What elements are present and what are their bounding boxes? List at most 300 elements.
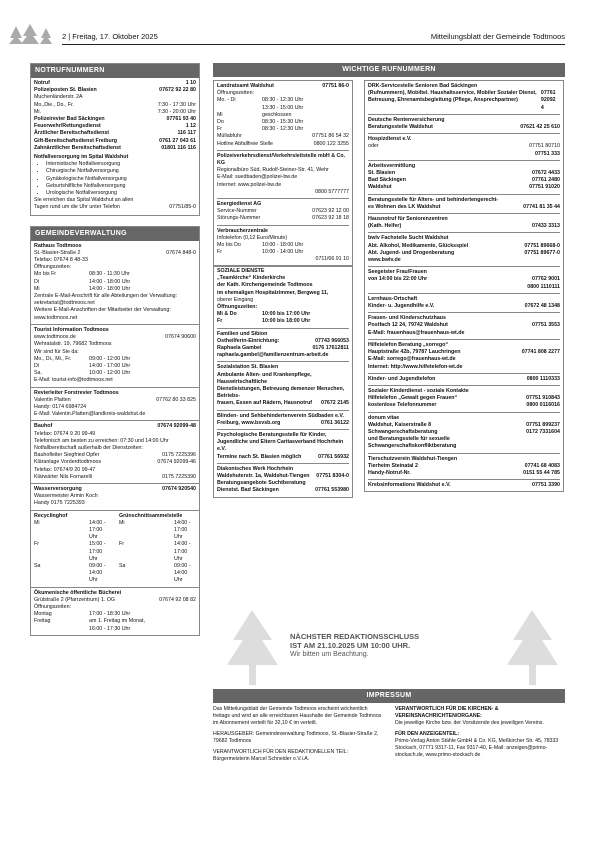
right-head: [368, 342, 560, 349]
hours-day: Mo bis Do: [217, 242, 241, 249]
row-label: Polizeiverkehrsdienst/Verkehrsleitstelle mbH & Co. KG: [217, 152, 346, 167]
row-label: Bauhofleiter Siegfried Opfer: [34, 452, 100, 459]
hours-time: 17:00 - 18:30 Uhr: [89, 611, 131, 618]
row-value: 07751 3390: [532, 482, 560, 489]
blinden-head: [217, 413, 349, 420]
hours-time: 08:30 - 15:30 Uhr: [262, 119, 304, 126]
row-label: Feuerwehr/Rettungsdienst: [34, 123, 101, 130]
right-entry: [368, 83, 560, 112]
gruenschnitt-hours: [119, 520, 196, 585]
row-label: (Kath. Helfer): [368, 223, 402, 230]
hours-time: 10:00 bis 17:00 Uhr: [262, 311, 311, 318]
right-head: [368, 235, 560, 242]
right-sub2: [368, 402, 560, 409]
row-value: 0800 122 3255: [313, 140, 349, 147]
row-label: Waldshuterstr. 1a, Waldshut-Tiengen: [217, 473, 310, 480]
right-sub4: Schwangerschaftskonfliktberatung: [368, 443, 457, 450]
right-head: [368, 197, 560, 204]
hours-time: geschlossen: [262, 111, 292, 118]
right-entry: [368, 479, 560, 489]
bauhof-fax: Telefax: 07674 9 20 99-49: [34, 430, 96, 437]
blinden-block: [217, 410, 349, 427]
hours-time: 10:00 - 12:00 Uhr: [89, 370, 131, 377]
notruf-row: [34, 130, 196, 137]
hours-time: 09:00 - 14:00 Uhr: [174, 562, 191, 584]
row-label: Tierschutzverein Waldshut-Tiengen: [368, 455, 458, 462]
row-value: 0761 27 043 61: [159, 137, 196, 144]
sozialstation-line: Ambulante Alten- und Krankenpflege, Hauswirtschaftliche: [217, 371, 312, 385]
soziale-block: [217, 268, 349, 326]
right-line: [368, 463, 560, 470]
hours-day: Mi: [34, 519, 40, 526]
row-label: Klärwärter Nils Fornarelli: [34, 473, 92, 480]
familie-line: raphaela.gambel@familienzentrum-arbeit.de: [217, 352, 329, 359]
psych-block: [217, 429, 349, 461]
spital-list: [34, 161, 196, 197]
impressum-right4: Primo-Verlag Anton Stähle GmbH & Co. KG, Meßkircher Str. 45, 78333 Stockach, 07771 9317-11, Fax 9317-40, E-Mail: anzeigen@primo-stockach.de, www.primo-stockach.de: [395, 738, 559, 758]
entry-line: E-Mail: suedbaden@polizei-bw.de: [217, 174, 298, 181]
row-label: Mi.: [34, 108, 42, 115]
right-phone2: [368, 284, 560, 291]
row-value: 07751 910843: [526, 395, 560, 402]
right-entry: [368, 453, 560, 478]
row-label: Blinden- und Sehbehindertenverein Südbaden e.V.: [217, 412, 344, 419]
entry-extra: [217, 189, 349, 196]
hours-row: [34, 520, 111, 542]
row-label: Postfach 12 24, 79742 Waldshut: [368, 322, 448, 329]
row-value: 07751 86-0: [322, 83, 349, 89]
row-value: 07672 92 22 80: [159, 87, 196, 94]
hours-time: 08:30 - 12:30 Uhr: [262, 126, 304, 133]
notruf-list: [31, 78, 199, 154]
hours-time: 10:00 - 14:00 Uhr: [262, 249, 304, 256]
revier-email: E-Mail: Valentin.Platten@landkreis-waldshut.de: [34, 411, 146, 418]
buecherei-name: Ökumenische öffentliche Bücherei: [34, 589, 122, 596]
row-label: Hilfetelefon Beratung „sorrego“: [368, 341, 449, 348]
row-label: Sozialstation St. Blasien: [217, 364, 279, 371]
wasser-name: Wasserversorgung: [34, 485, 82, 492]
psych-line: [217, 454, 349, 461]
right-line: [368, 470, 560, 477]
buecherei-phone: 07674 92 08 82: [159, 596, 196, 603]
gruenschnitt-name: Grünschnittsammelstelle: [119, 512, 183, 519]
tree-logo-icon: [8, 24, 56, 46]
hours-day: Di: [34, 362, 40, 369]
row-label: Müllabfuhr: [217, 133, 242, 140]
impressum-right2: Die jeweilige Kirche bzw. der Vorsitzende des jeweiligen Vereins.: [395, 720, 544, 726]
sozialstation-line: Dienstleistungen, Betreuung demenzer Menschen, Betriebs-: [217, 386, 345, 400]
spital-item: • Chirurgische Notfallversorgung: [46, 168, 196, 175]
soziale-hours: [217, 318, 349, 325]
familie-block: [217, 328, 349, 360]
right-head: [368, 216, 560, 223]
entry-hours: [217, 126, 349, 133]
recycling-section: [31, 511, 199, 588]
right-sub3: und Beratungsstelle für sexuelle: [368, 436, 450, 443]
row-value: 7:30 - 20:00 Uhr: [157, 108, 196, 115]
impressum-left2: HERAUSGEBER: Gemeindeverwaltung Todtmoos, St.-Blasier-Straße 2, 79682 Todtmoos: [213, 731, 379, 744]
bauhof-row: [34, 459, 196, 466]
revier-handy: Handy: 0174 6984724: [34, 403, 87, 410]
hours-row: [119, 541, 196, 563]
diakon-line: Beratungsangebote Suchtberatung: [217, 480, 306, 487]
impressum-section: [213, 689, 565, 703]
right-entry: [368, 232, 560, 264]
row-label: Krebsinformations Waldshut e.V.: [368, 482, 451, 489]
right-head: [368, 136, 560, 143]
hours-day: Fr: [217, 249, 222, 256]
rathaus-name: Rathaus Todtmoos: [34, 242, 82, 249]
wichtige-entry: [217, 198, 349, 223]
row-label: Ostheilferin-Einrichtung:: [217, 337, 280, 344]
right-line: [368, 257, 560, 264]
right-head: [368, 415, 560, 422]
row-label: Handy-Notruf-Nr.: [368, 469, 411, 476]
hours-time: 09:00 - 12:00 Uhr: [89, 355, 131, 362]
right-head: [368, 117, 560, 124]
row-value: 07623 92 18 18: [312, 215, 349, 222]
row-label: es Wohnen des LK Waldshut: [368, 203, 441, 210]
buecherei-hours: [34, 611, 145, 633]
wasser-section: [31, 484, 199, 511]
hours-day: Sa.: [34, 370, 42, 377]
gemeinde-title: GEMEINDEVERWALTUNG: [31, 227, 199, 241]
row-label: Service-Nummer: [217, 208, 257, 215]
impressum-right3: FÜR DEN ANZEIGENTEIL:: [395, 731, 460, 737]
tourist-addr: Wehratalstr. 19, 79682 Todtmoos: [34, 341, 112, 348]
row-label: Telefax: 07674/9 20 99-47: [34, 466, 96, 473]
right-entry: [368, 160, 560, 192]
row-label: www.bwlv.de: [368, 257, 401, 264]
row-value: 07672 2145: [321, 400, 349, 407]
right-sub2: [368, 330, 560, 337]
hours-day: Sa: [34, 562, 41, 569]
row-value: 07751 3553: [532, 322, 560, 329]
sozialstation-line: [217, 400, 349, 407]
hours-day: Fr: [34, 541, 39, 548]
right-head: [368, 482, 560, 489]
row-label: Verbraucherzentrale: [217, 227, 268, 234]
right-line: [368, 250, 560, 257]
row-label: Energiedienst AG: [217, 201, 262, 208]
wichtige-entry: [217, 225, 349, 264]
tourist-phone: 07674 90600: [165, 334, 196, 341]
row-label: Schwangerschaftsberatung: [368, 428, 438, 435]
right-entry: [368, 339, 560, 371]
hours-row: [34, 356, 130, 363]
row-label: E-Mail: sorrego@frauenhaus-wt.de: [368, 356, 456, 363]
soziale-line: oberer Eingang: [217, 296, 254, 303]
bauhof-t1: Telefonisch am besten zu erreichen: 07:30 und 14:00 Uhr: [34, 437, 169, 444]
impressum-right: [395, 706, 565, 759]
row-value: 07762 9001: [532, 276, 560, 283]
revier-phone: 07762 80 33 825: [156, 396, 196, 403]
right-sub2: [368, 429, 560, 436]
row-value: 07761 93 40: [166, 116, 196, 123]
hours-row: [34, 286, 130, 293]
bauhof-name: Bauhof: [34, 423, 53, 430]
row-label: Tierheim Steinatal 2: [368, 462, 418, 469]
row-value: 07751 89677-0: [524, 249, 560, 256]
tourist-hint: Wir sind für Sie da:: [34, 348, 79, 355]
row-value: 07761 92092 4: [540, 90, 556, 111]
row-value: 0800 5777777: [315, 188, 349, 195]
row-label: Ärztlicher Bereitschaftsdienst: [34, 130, 110, 137]
hours-day: Di: [34, 278, 40, 285]
entry-extra: [217, 133, 349, 140]
soziale-line: im ehemaligen Hospitalzimmer, Bergweg 11,: [217, 289, 329, 296]
soziale-hours-label: Öffnungszeiten:: [217, 304, 258, 311]
rathaus-email: Zentrale E-Mail-Anschrift für alle Abteilungen der Verwaltung: sekretariat@todtmoos.net: [34, 293, 178, 307]
row-label: DRK-Servicestelle Senioren Bad Säckingen: [368, 83, 478, 89]
row-label: bwlv Fachstelle Sucht Waldshut: [368, 235, 449, 242]
bauhof-row: [34, 452, 196, 459]
right-entry: [368, 114, 560, 131]
soziale-line: „Teamkirche“ Kinderkirche: [217, 275, 286, 282]
sozialstation-head: [217, 364, 349, 371]
row-label: Polizeirevier Bad Säckingen: [34, 116, 105, 123]
buecherei-addr: Grütstraße 2 (Pfarrzentrum) 1. OG: [34, 596, 115, 603]
row-label: Waldshut: [368, 184, 392, 191]
hours-row: [119, 563, 196, 585]
right-entry: [368, 412, 560, 451]
header-page-date: 2 | Freitag, 17. Oktober 2025: [62, 32, 158, 41]
hours-time: 10:00 bis 18:00 Uhr: [262, 318, 311, 325]
familie-line: [217, 345, 349, 352]
row-label: St. Blasien: [368, 170, 396, 177]
row-value: 07751 899237: [526, 421, 560, 428]
row-label: Kinder- u. Jugendhilfe e.V.: [368, 303, 435, 310]
row-value: 07433 3313: [532, 223, 560, 230]
row-label: Beratungsstelle für Alters- und behindertengerecht-: [368, 196, 499, 203]
bauhof-row: [34, 474, 196, 481]
row-value: 07761 553980: [315, 487, 349, 494]
row-label: Seegeister Frau/Frauen: [368, 269, 427, 276]
row-label: (Rufnummern), Mobiltel. Haushaltsservice, Mobiler Sozialer Dienst, Betreuung, Ehrenamtsbegleitung (Pflege, Ansprechpartner): [368, 90, 537, 104]
right-sub: [368, 303, 560, 310]
row-value: 0176 17612811: [312, 345, 349, 352]
notruf-row: [34, 116, 196, 123]
hours-day: Fr: [217, 126, 222, 133]
row-value: 07672 4433: [532, 170, 560, 177]
right-sub: [368, 90, 560, 112]
hours-day: Sa: [119, 562, 126, 569]
row-value: 0151 55 44 785: [523, 469, 560, 476]
row-value: 0175 7225390: [162, 473, 196, 480]
left-column: [30, 63, 200, 636]
hours-time: 14:00 - 18:00 Uhr: [89, 278, 131, 285]
redaktionsschluss-notice: [290, 632, 419, 659]
row-label: E-Mail: frauenhaus@frauenhaus-wt.de: [368, 329, 465, 336]
entry-extra: [217, 215, 349, 222]
right-line: [368, 243, 560, 250]
row-value: 0800 0116016: [526, 402, 560, 409]
right-entry: [368, 373, 560, 383]
row-label: Familien und Sibion: [217, 330, 268, 337]
right-line: [368, 177, 560, 184]
row-label: Hotline Abfallfreie Stelle: [217, 140, 273, 147]
row-value: 07761 2480: [532, 177, 560, 184]
hours-time: 09:00 - 14:00 Uhr: [89, 562, 106, 584]
row-label: Störungs-Nummer: [217, 215, 261, 222]
row-value: 0800 1110333: [526, 375, 560, 382]
notice-line1: NÄCHSTER REDAKTIONSSCHLUSS: [290, 632, 420, 641]
hours-day: Mi: [217, 111, 223, 118]
row-label: Waldshut, Kaiserstraße 8: [368, 421, 432, 428]
row-value: 07751 86 54 32: [312, 133, 349, 140]
diakon-block: [217, 463, 349, 495]
entry-head: [217, 201, 349, 208]
row-label: Zahnärztlicher Bereitschaftsdienst: [34, 144, 121, 151]
familie-line: [217, 338, 349, 345]
notruf-row: [34, 145, 196, 152]
entry-hours: [217, 97, 349, 104]
rathaus-hours-label: Öffnungszeiten:: [34, 264, 72, 271]
bauhof-t2: Notfallbereitschaft außerhalb der Dienstzeiten:: [34, 444, 143, 451]
tourist-name: Tourist Information Todtmoos: [34, 326, 109, 333]
hours-time: 16:00 - 17:30 Uhr: [89, 625, 131, 632]
row-value: 0172 7331604: [526, 428, 560, 435]
impressum-left3: VERANTWORTLICH FÜR DEN REDAKTIONELLEN TEIL: Bürgermeisterin Marcel Schneider o.V.i.A.: [213, 749, 348, 762]
hours-time: 14:00 - 17:00 Uhr: [89, 362, 131, 369]
row-value: 07761 56932: [318, 453, 349, 460]
rathaus-hours: [34, 271, 130, 293]
blinden-line: [217, 420, 349, 427]
header-divider: [62, 44, 565, 45]
header-title: Mitteilungsblatt der Gemeinde Todtmoos: [430, 32, 565, 41]
row-value: 07751 91020: [529, 184, 560, 191]
spital-item: • Internistische Notfallversorgung: [46, 161, 196, 168]
hours-row: [34, 271, 130, 278]
revier-section: [31, 388, 199, 422]
row-label: Raphaela Gambel: [217, 345, 262, 352]
row-value: 7:30 - 17:30 Uhr: [157, 101, 196, 108]
hours-time: 08:30 - 12:30 Uhr: [262, 97, 304, 104]
wichtige-entry: [217, 150, 349, 196]
hours-time: 10:00 - 18:00 Uhr: [262, 242, 304, 249]
row-label: Beratungsstelle Waldshut: [368, 124, 433, 131]
row-label: Deutsche Rentenversicherung: [368, 116, 445, 123]
entry-line: Infotelefon (0,12 Euro/Minute): [217, 234, 288, 241]
rathaus-phone: 07674 848-0: [166, 249, 196, 256]
row-value: 07623 92 12 00: [312, 208, 349, 215]
wichtige-entry: [217, 83, 349, 148]
page-header: [0, 24, 595, 46]
psych-head: [217, 432, 349, 439]
row-label: Arbeitsvermittlung: [368, 162, 416, 169]
entry-hours: [217, 119, 349, 126]
right-head: [368, 388, 560, 395]
hours-row: [34, 618, 145, 625]
row-label: Psychologische Beratungsstelle für Kinder,: [217, 432, 327, 439]
hours-day: Mi: [119, 519, 125, 526]
wichtige-right-column: [364, 80, 564, 492]
right-sub: [368, 349, 560, 356]
impressum-left1: Das Mitteilungsblatt der Gemeinde Todtmoos erscheint wöchentlich freitags und wird an alle erreichbaren Haushalte der Gemeinde Todtmoos im Abonnement verteilt für 32,10 € im verteilt.: [213, 706, 382, 726]
notruf-box: [30, 63, 200, 216]
bauhof-section: [31, 421, 199, 484]
row-label: Sozialer Kinderdienst - soziale Kontakte: [368, 387, 469, 394]
row-label: Hausnotruf für Seniorenzentren: [368, 216, 448, 223]
familie-head: [217, 331, 349, 338]
hours-time: 14:00 - 18:00 Uhr: [89, 285, 131, 292]
right-sub: [368, 395, 560, 402]
entry-extra: [217, 256, 349, 263]
row-label: Diakonisches Werk Hochrhein: [217, 465, 294, 472]
diakon-line: [217, 487, 349, 494]
sozialstation-block: [217, 361, 349, 407]
entry-head: [217, 228, 349, 235]
notruf-row: [34, 138, 196, 145]
right-line: [368, 184, 560, 191]
notice-line3: Wir bitten um Beachtung.: [290, 651, 369, 658]
row-value: 07621 42 25 610: [520, 124, 560, 131]
tourist-web: www.todtmoos.de: [34, 334, 76, 341]
row-value: 07674 92099-46: [157, 459, 196, 466]
psych-line: Jugendliche und Eltern Caritasverband Hochrhein e.V.: [217, 439, 344, 453]
tourist-section: [31, 325, 199, 388]
soziale-line: der Kath. Kirchengemeinde Todtmoos: [217, 282, 313, 289]
bauhof-phone: 07674 92099-48: [157, 423, 196, 430]
notruf-title: NOTRUFNUMMERN: [31, 64, 199, 78]
tree-left-icon: [225, 610, 280, 685]
row-label: Freiburg, www.bsvsb.org: [217, 419, 281, 426]
wasser-person: Wassermeister Armin Koch: [34, 493, 98, 500]
wasser-handy: Handy 0175 7225393: [34, 500, 85, 507]
rathaus-section: [31, 241, 199, 325]
soziale-hours: [217, 311, 349, 318]
notruf-row: [34, 109, 196, 116]
row-value: 1 10: [185, 80, 196, 86]
hours-time: 14:00 - 17:00 Uhr: [89, 519, 106, 541]
entry-hours: [217, 112, 349, 119]
wichtige-title: WICHTIGE RUFNUMMERN: [213, 63, 565, 77]
spital-title: Notfallversorgung im Spital Waldshut: [34, 154, 129, 161]
hours-day: [34, 626, 89, 633]
row-label: oder: [368, 143, 379, 150]
right-head: [368, 376, 560, 383]
row-label: Hauptstraße 42b, 79787 Lauchringen: [368, 349, 461, 356]
recycling-hours: [34, 520, 111, 585]
right-line: [368, 170, 560, 177]
diakon-line: [217, 473, 349, 480]
entry-extra: [217, 208, 349, 215]
row-label: frauen, Essen auf Rädern, Hausnotruf: [217, 400, 313, 407]
hours-time: 13:30 - 15:00 Uhr: [262, 104, 304, 111]
row-value: 01801 116 116: [161, 144, 196, 151]
row-label: Bad Säckingen: [368, 177, 406, 184]
hours-day: Mo bis Fr: [34, 271, 57, 278]
right-head: [368, 315, 560, 322]
row-label: Dienstst. Bad Säckingen: [217, 487, 279, 494]
entry-line: Regionalbüro Süd, Rudolf-Steiner-Str. 41, Wehr: [217, 167, 329, 174]
right-sub: [368, 143, 560, 150]
right-entry: [368, 133, 560, 158]
hours-row: [34, 611, 145, 618]
notruf-row: [34, 87, 196, 94]
right-sub2: [368, 356, 560, 363]
rathaus-addr: St.-Blasier-Straße 2: [34, 249, 81, 256]
hours-row: [34, 626, 145, 633]
right-sub: [368, 204, 560, 211]
wichtige-section: [213, 63, 565, 77]
row-value: 0711/66 91 10: [315, 256, 349, 263]
hours-day: [217, 105, 262, 112]
notruf-row: [34, 80, 196, 87]
bauhof-rows: [34, 452, 196, 481]
impressum-left: [213, 706, 383, 763]
row-value: 07741 68 4083: [524, 462, 560, 469]
